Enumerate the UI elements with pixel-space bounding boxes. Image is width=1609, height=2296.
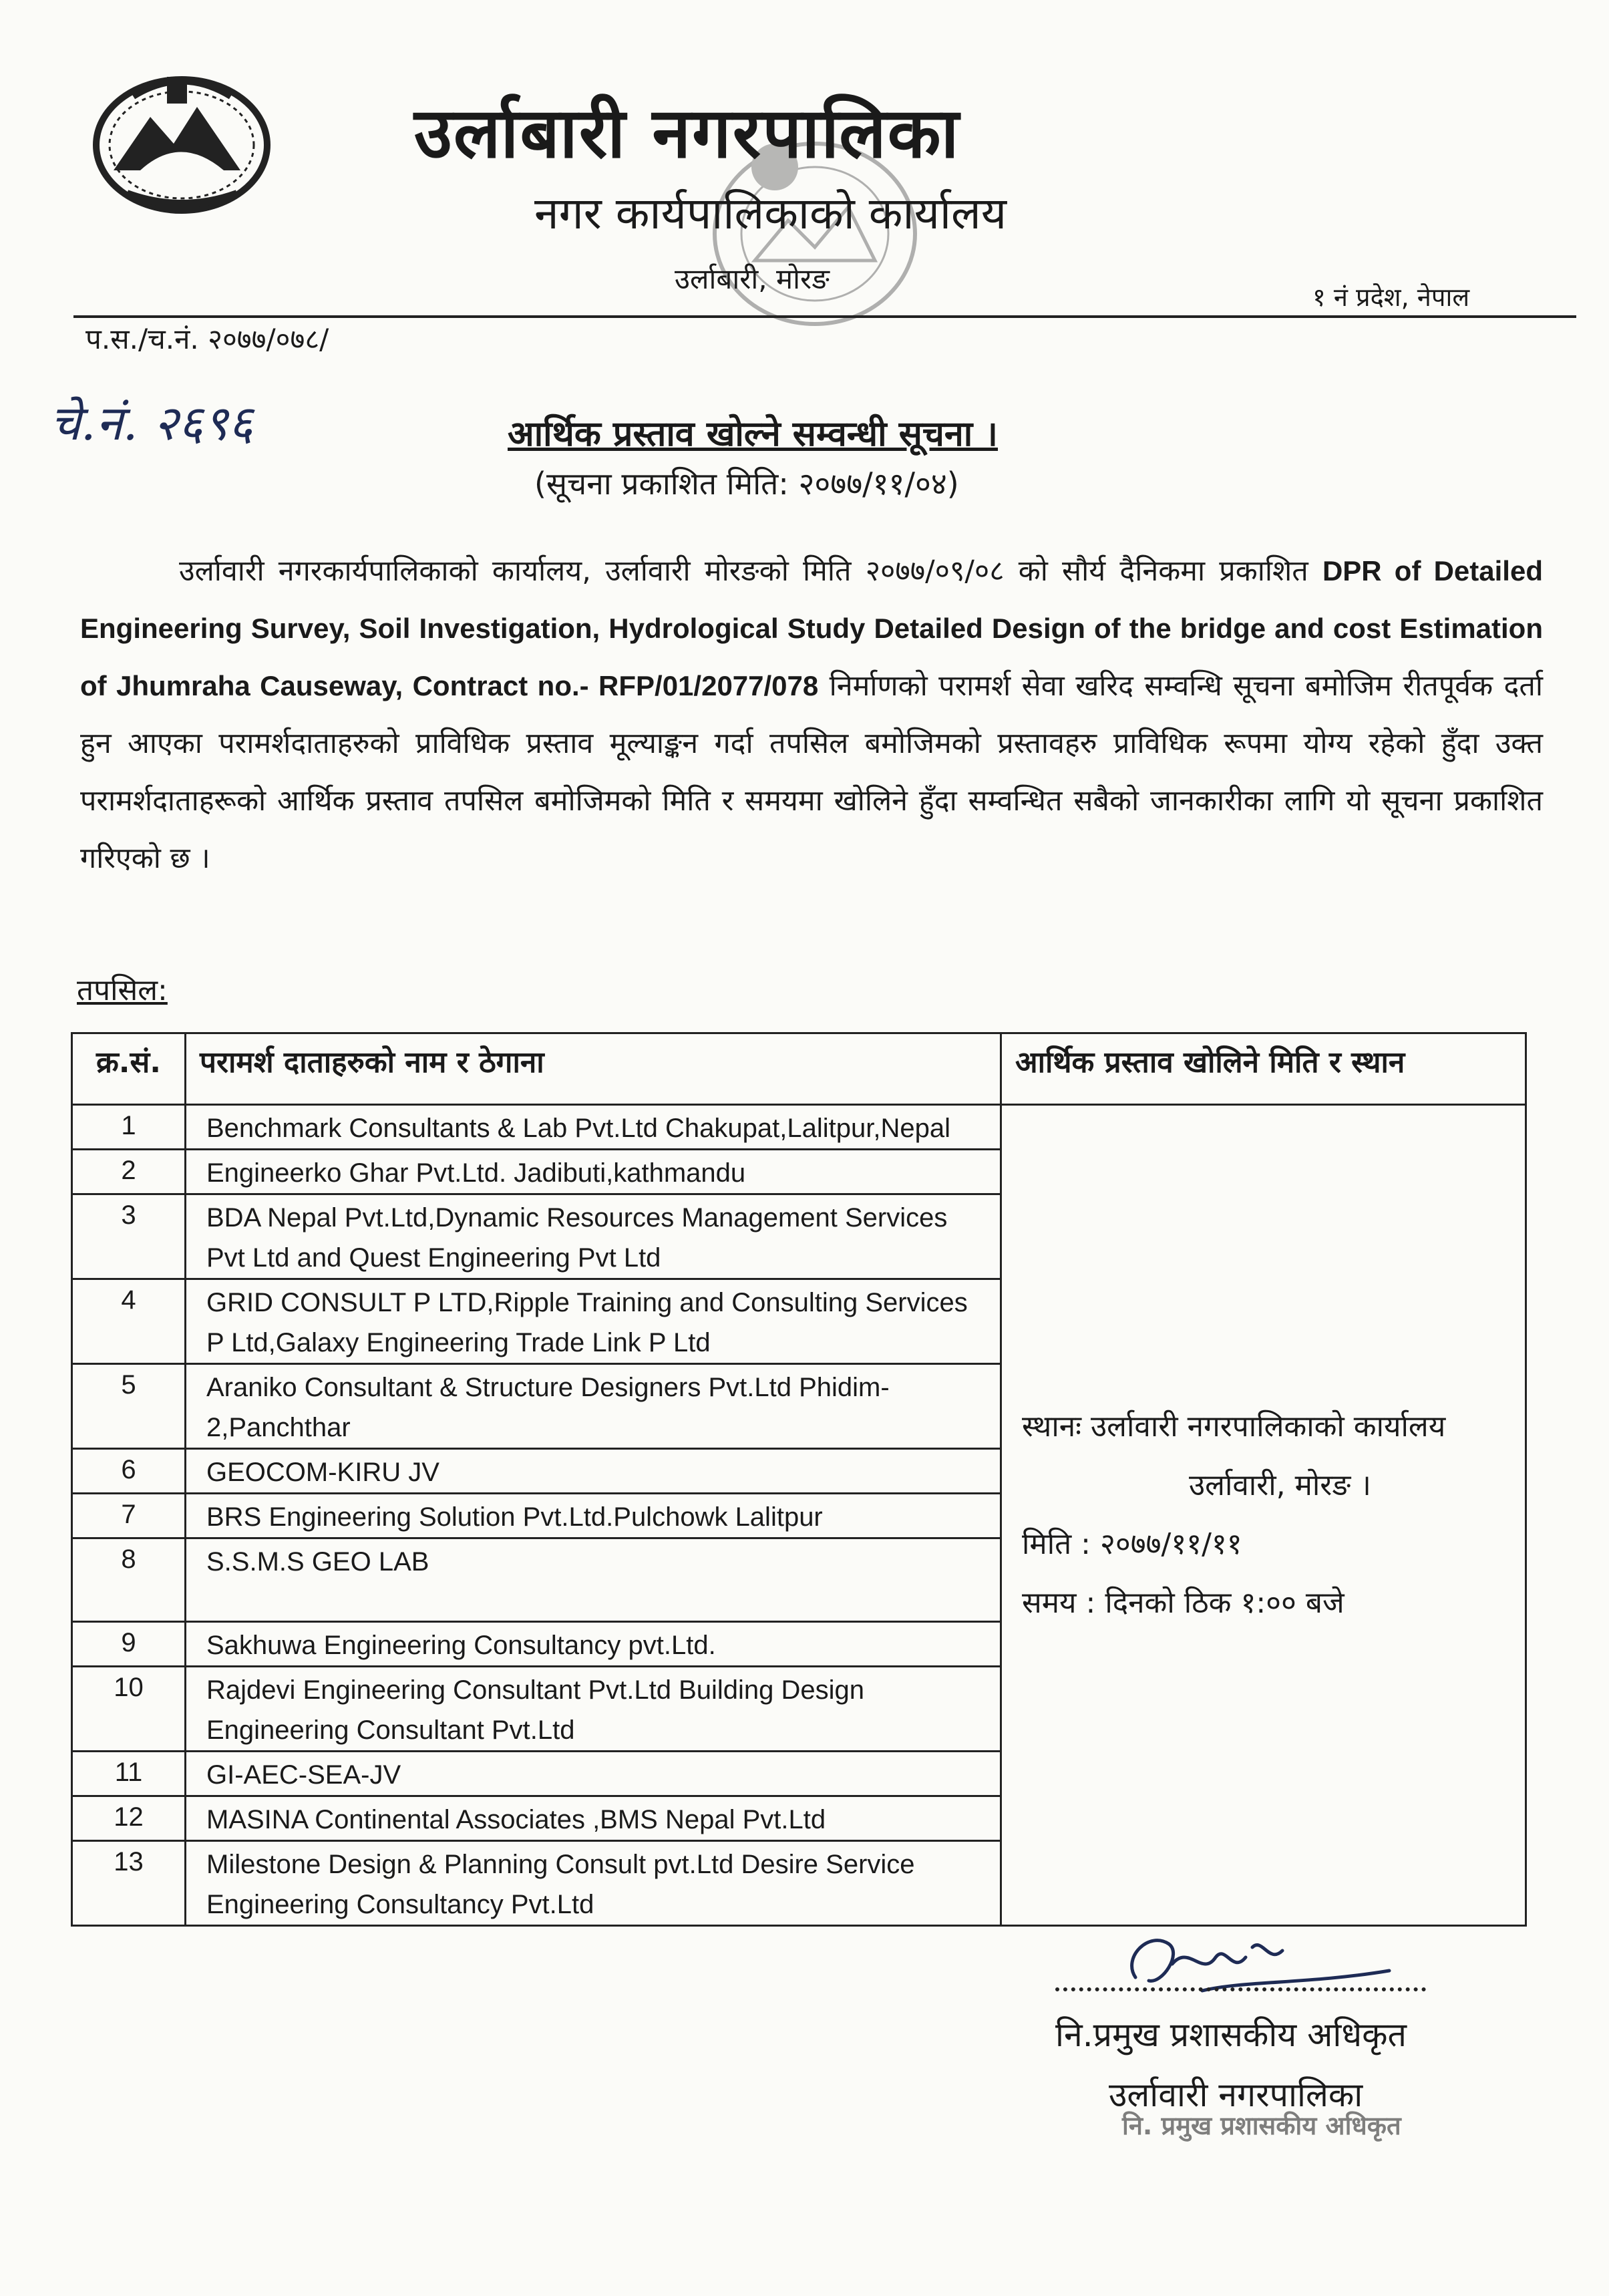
row-sn: 5 xyxy=(72,1364,186,1449)
column-header-name: परामर्श दाताहरुको नाम र ठेगाना xyxy=(186,1033,1001,1105)
consultants-table xyxy=(71,1032,1527,1927)
row-consultant-name: Benchmark Consultants & Lab Pvt.Ltd Chakupat,Lalitpur,Nepal xyxy=(186,1105,1001,1150)
row-consultant-name: Araniko Consultant & Structure Designers Pvt.Ltd Phidim-2,Panchthar xyxy=(186,1364,1001,1449)
signature-line xyxy=(1055,1987,1426,1991)
municipality-name: उर्लाबारी नगरपालिका xyxy=(414,92,960,174)
row-consultant-name: GEOCOM-KIRU JV xyxy=(186,1449,1001,1494)
column-header-sn: क्र.सं. xyxy=(72,1033,186,1105)
notice-body-part1: उर्लावारी नगरकार्यपालिकाको कार्यालय, उर्लावारी मोरङको मिति २०७७/०९/०८ को सौर्य दैनिकमा प्रकाशित xyxy=(179,554,1322,588)
row-consultant-name: Engineerko Ghar Pvt.Ltd. Jadibuti,kathmandu xyxy=(186,1150,1001,1194)
row-sn: 12 xyxy=(72,1796,186,1841)
details-label: तपसिल: xyxy=(77,973,168,1007)
row-sn: 9 xyxy=(72,1622,186,1667)
row-consultant-name: GRID CONSULT P LTD,Ripple Training and Consulting Services P Ltd,Galaxy Engineering Trade Link P Ltd xyxy=(186,1279,1001,1364)
office-name: नगर कार्यपालिकाको कार्यालय xyxy=(534,188,1007,239)
notice-title: आर्थिक प्रस्ताव खोल्ने सम्वन्धी सूचना । xyxy=(508,414,999,454)
header-divider xyxy=(73,315,1576,318)
row-sn: 8 xyxy=(72,1538,186,1622)
location-line-1: स्थानः उर्लावारी नगरपालिकाको कार्यालय xyxy=(1022,1410,1446,1444)
row-sn: 13 xyxy=(72,1841,186,1926)
province-label: १ नं प्रदेश, नेपाल xyxy=(1312,283,1470,312)
office-place: उर्लाबारी, मोरङ xyxy=(675,263,830,295)
row-consultant-name: MASINA Continental Associates ,BMS Nepal Pvt.Ltd xyxy=(186,1796,1001,1841)
row-consultant-name: GI-AEC-SEA-JV xyxy=(186,1752,1001,1796)
row-sn: 1 xyxy=(72,1105,186,1150)
table-row xyxy=(72,1105,1526,1150)
notice-body-english: DPR of Detailed Engineering Survey, Soil Investigation, Hydrological Study Detailed Design of the bridge and cost Estimation of Jhumraha Causeway, Contract no.- RFP/01/2077/078 xyxy=(80,555,1543,701)
signatory-office: उर्लावारी नगरपालिका xyxy=(1109,2076,1363,2114)
row-sn: 4 xyxy=(72,1279,186,1364)
notice-body-part2: निर्माणको परामर्श सेवा खरिद सम्वन्धि सूचना बमोजिम रीतपूर्वक दर्ता हुन आएका परामर्शदाताहरुको प्राविधिक प्रस्ताव मूल्याङ्कन गर्दा तपसिल बमोजिमको प्रस्तावहरु प्राविधिक रूपमा योग्य रहेको हुँदा उक्त परामर्शदाताहरूको आर्थिक प्रस्ताव तपसिल बमोजिमको मिति र समयमा खोलिने हुँदा सम्वन्धित सबैको जानकारीका लागि यो सूचना प्रकाशित गरिएको छ । xyxy=(80,669,1543,875)
row-sn: 11 xyxy=(72,1752,186,1796)
signatory-stamp: नि. प्रमुख प्रशासकीय अधिकृत xyxy=(1122,2111,1401,2140)
opening-date: मिति : २०७७/११/११ xyxy=(1022,1527,1242,1561)
row-sn: 6 xyxy=(72,1449,186,1494)
location-line-2: उर्लावारी, मोरङ । xyxy=(1189,1468,1371,1502)
opening-location-cell xyxy=(1001,1105,1526,1926)
row-consultant-name: S.S.M.S GEO LAB xyxy=(186,1538,1001,1622)
notice-body xyxy=(80,542,1543,887)
row-consultant-name: Rajdevi Engineering Consultant Pvt.Ltd Building Design Engineering Consultant Pvt.Ltd xyxy=(186,1667,1001,1752)
row-consultant-name: Sakhuwa Engineering Consultancy pvt.Ltd. xyxy=(186,1622,1001,1667)
row-consultant-name: BDA Nepal Pvt.Ltd,Dynamic Resources Management Services Pvt Ltd and Quest Engineering Pvt Ltd xyxy=(186,1194,1001,1279)
opening-time: समय : दिनको ठिक १:०० बजे xyxy=(1022,1586,1345,1620)
row-sn: 2 xyxy=(72,1150,186,1194)
row-sn: 3 xyxy=(72,1194,186,1279)
row-consultant-name: Milestone Design & Planning Consult pvt.Ltd Desire Service Engineering Consultancy Pvt.Ltd xyxy=(186,1841,1001,1926)
row-sn: 7 xyxy=(72,1494,186,1538)
signatory-title: नि.प्रमुख प्रशासकीय अधिकृत xyxy=(1055,2015,1407,2054)
nepal-emblem-icon xyxy=(87,70,277,217)
notice-published-date: (सूचना प्रकाशित मिति: २०७७/११/०४) xyxy=(534,466,959,502)
reference-number: प.स./च.नं. २०७७/०७८/ xyxy=(85,323,329,355)
dispatch-number: चे.नं. २६९६ xyxy=(50,395,254,451)
table-header-row xyxy=(72,1033,1526,1105)
row-sn: 10 xyxy=(72,1667,186,1752)
column-header-location: आर्थिक प्रस्ताव खोलिने मिति र स्थान xyxy=(1001,1033,1526,1105)
row-consultant-name: BRS Engineering Solution Pvt.Ltd.Pulchowk Lalitpur xyxy=(186,1494,1001,1538)
